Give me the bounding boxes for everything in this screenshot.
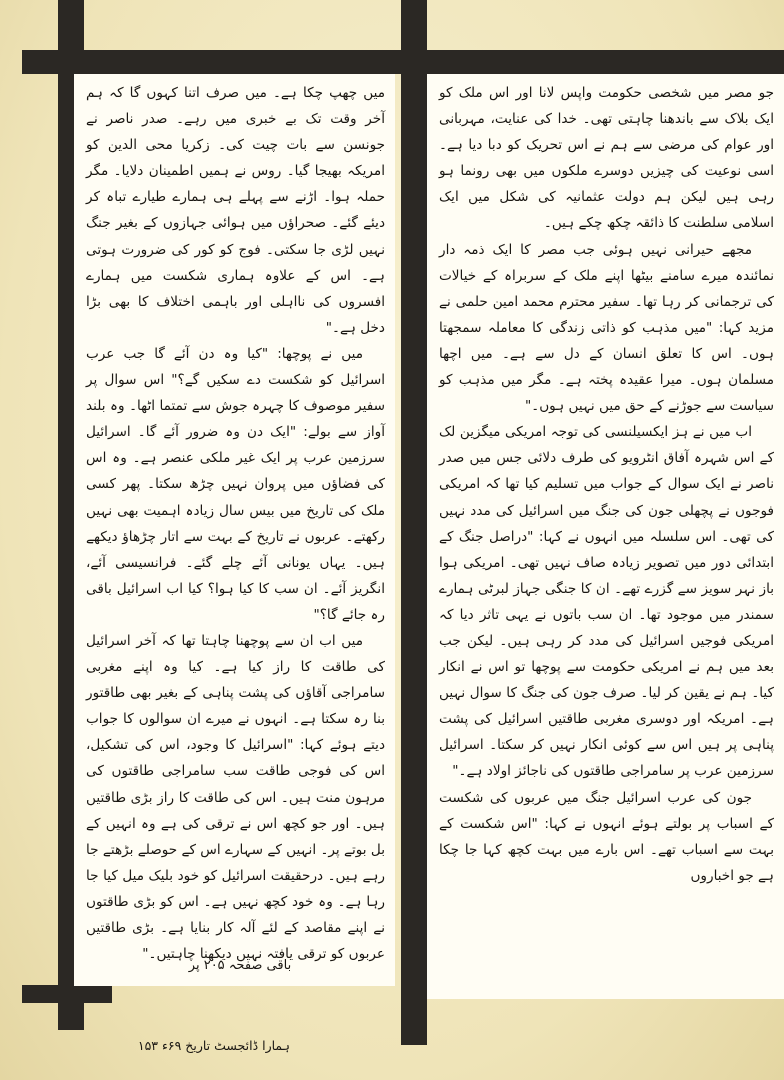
left-paragraph-1: میں چھپ چکا ہے۔ میں صرف اتنا کہوں گا کہ ہم آخر وقت تک بے خبری میں رہے۔ صدر ناصر نے جونسن سے بات چیت کی۔ زکریا محی الدین کو امریکہ بھیجا گیا۔ روس نے ہمیں اطمینان دلایا۔ مگر حملہ ہوا۔ اڑنے سے پہلے ہی ہمارے طیارے تباہ کر دیئے گئے۔ صحراؤں میں ہوائی جہازوں کے بغیر جنگ نہیں لڑی جا سکتی۔ فوج کو کور کی ضرورت ہوتی ہے۔ اس کے علاوہ ہماری شکست میں ہمارے افسروں کی نااہلی اور باہمی اختلاف کا بھی بڑا دخل ہے۔": [86, 85, 385, 336]
left-paragraph-3: میں اب ان سے پوچھنا چاہتا تھا کہ آخر اسرائیل کی طاقت کا راز کیا ہے۔ کیا وہ اپنے مغربی سامراجی آقاؤں کی پشت پناہی کے بغیر بھی طاقتور بنا رہ سکتا ہے۔ انہوں نے میرے ان سوالوں کا جواب دیتے ہوئے کہا: "اسرائیل کا وجود، اس کی تشکیل، اس کی فوجی طاقت سب سامراجی طاقتوں کی مرہون منت ہیں۔ اس کی طاقت کا راز بڑی طاقتیں ہیں۔ اور جو کچھ اس نے ترقی کی ہے وہ انہیں کے بل بوتے پر۔ انہیں کے سہارے اس کے حوصلے بڑھتے جا رہے ہیں۔ درحقیقت اسرائیل کو خود بلیک میل کیا جا رہا ہے۔ وہ خود کچھ نہیں ہے۔ اس کو بڑی طاقتوں نے اپنے مقاصد کے لئے آلہ کار بنایا ہے۔ بڑی طاقتیں عربوں کو ترقی یافتہ نہیں دیکھنا چاہتیں۔": [86, 632, 385, 963]
right-text-column: [427, 74, 784, 999]
frame-center-bar: [401, 0, 427, 1045]
continuation-note: باقی صفحہ ۲۰۵ پر: [188, 958, 292, 973]
right-paragraph-1: جو مصر میں شخصی حکومت واپس لانا اور اس ملک کو ایک بلاک سے باندھنا چاہتی تھی۔ خدا کی عنایت، مہربانی اور عوام کی مرضی سے ہم نے اس تحریک کو دبا دیا ہے۔ اسی نوعیت کی چیزیں دوسرے ملکوں میں بھی رونما ہو رہی ہیں لیکن ہم دولت عثمانیہ کی شکل میں ایک اسلامی سلطنت کا ذائقہ چکھ چکے ہیں۔: [439, 85, 774, 232]
right-paragraph-3: اب میں نے ہز ایکسیلنسی کی توجہ امریکی میگزین لک کے اس شہرہ آفاق انٹرویو کی طرف دلائی جس میں صدر ناصر نے ایک سوال کے جواب میں تسلیم کیا تھا کہ امریکی فوجوں نے پچھلی جون کی جنگ میں اسرائیل کی مدد نہیں کی تھی۔ اس سلسلہ میں انہوں نے کہا: "دراصل جنگ کے ابتدائی دور میں تصویر زیادہ صاف نہیں تھی۔ امریکی ہوا باز نہر سویز سے گزرے تھے۔ ان کا جنگی جہاز لبرٹی ہمارے سمندر میں موجود تھا۔ ان سب باتوں نے یہی تاثر دیا کہ امریکی فوجیں اسرائیل کی مدد کر رہی ہیں۔ لیکن جب بعد میں ہم نے امریکی حکومت سے پوچھا تو اس نے انکار کیا۔ ہم نے یقین کر لیا۔ صرف جون کی جنگ کا سوال نہیں ہے۔ امریکہ اور دوسری مغربی طاقتیں اسرائیل کی پشت پناہی پر ہیں اس سے کوئی انکار نہیں کر سکتا۔ اسرائیل سرزمین عرب پر سامراجی طاقتوں کی ناجائز اولاد ہے۔": [439, 424, 774, 780]
page-footer: ہمارا ڈائجسٹ تاریخ ۶۹ء ۱۵۳: [137, 1038, 290, 1053]
right-paragraph-4: جون کی عرب اسرائیل جنگ میں عربوں کی شکست کے اسباب پر بولتے ہوئے انہوں نے کہا: "اس شکست کے بہت سے اسباب تھے۔ اس بارے میں بہت کچھ کہا جا چکا ہے جو اخباروں: [439, 789, 774, 884]
left-text-column: [74, 74, 395, 986]
left-paragraph-2: میں نے پوچھا: "کیا وہ دن آئے گا جب عرب اسرائیل کو شکست دے سکیں گے؟" اس سوال پر سفیر موصوف کا چہرہ جوش سے تمتما اٹھا۔ وہ بلند آواز سے بولے: "ایک دن وہ ضرور آئے گا۔ اسرائیل سرزمین عرب پر ایک غیر ملکی عنصر ہے۔ وہ اس کی فضاؤں میں پروان نہیں چڑھ سکتا۔ پھر کسی ملک کی تاریخ میں بیس سال زیادہ اہمیت بھی نہیں رکھتے۔ عربوں نے تاریخ کے بہت سے اتار چڑھاؤ دیکھے ہیں۔ یہاں یونانی آئے چلے گئے۔ فرانسیسی آئے، انگریز آئے۔ ان سب کا کیا ہوا؟ کیا اب اسرائیل باقی رہ جائے گا؟": [86, 345, 385, 623]
frame-bottom-left-bar: [22, 985, 112, 1003]
right-paragraph-2: مجھے حیرانی نہیں ہوئی جب مصر کا ایک ذمہ دار نمائندہ میرے سامنے بیٹھا اپنے ملک کے سربراہ کے خیالات کی ترجمانی کر رہا تھا۔ سفیر محترم محمد امین حلمی نے مزید کہا: "میں مذہب کو ذاتی زندگی کا معاملہ سمجھتا ہوں۔ اس کا تعلق انسان کے دل سے ہے۔ میں اچھا مسلمان ہوں۔ میرا عقیدہ پختہ ہے۔ مگر میں مذہب کو سیاست سے جوڑنے کے حق میں نہیں ہوں۔": [439, 241, 774, 415]
